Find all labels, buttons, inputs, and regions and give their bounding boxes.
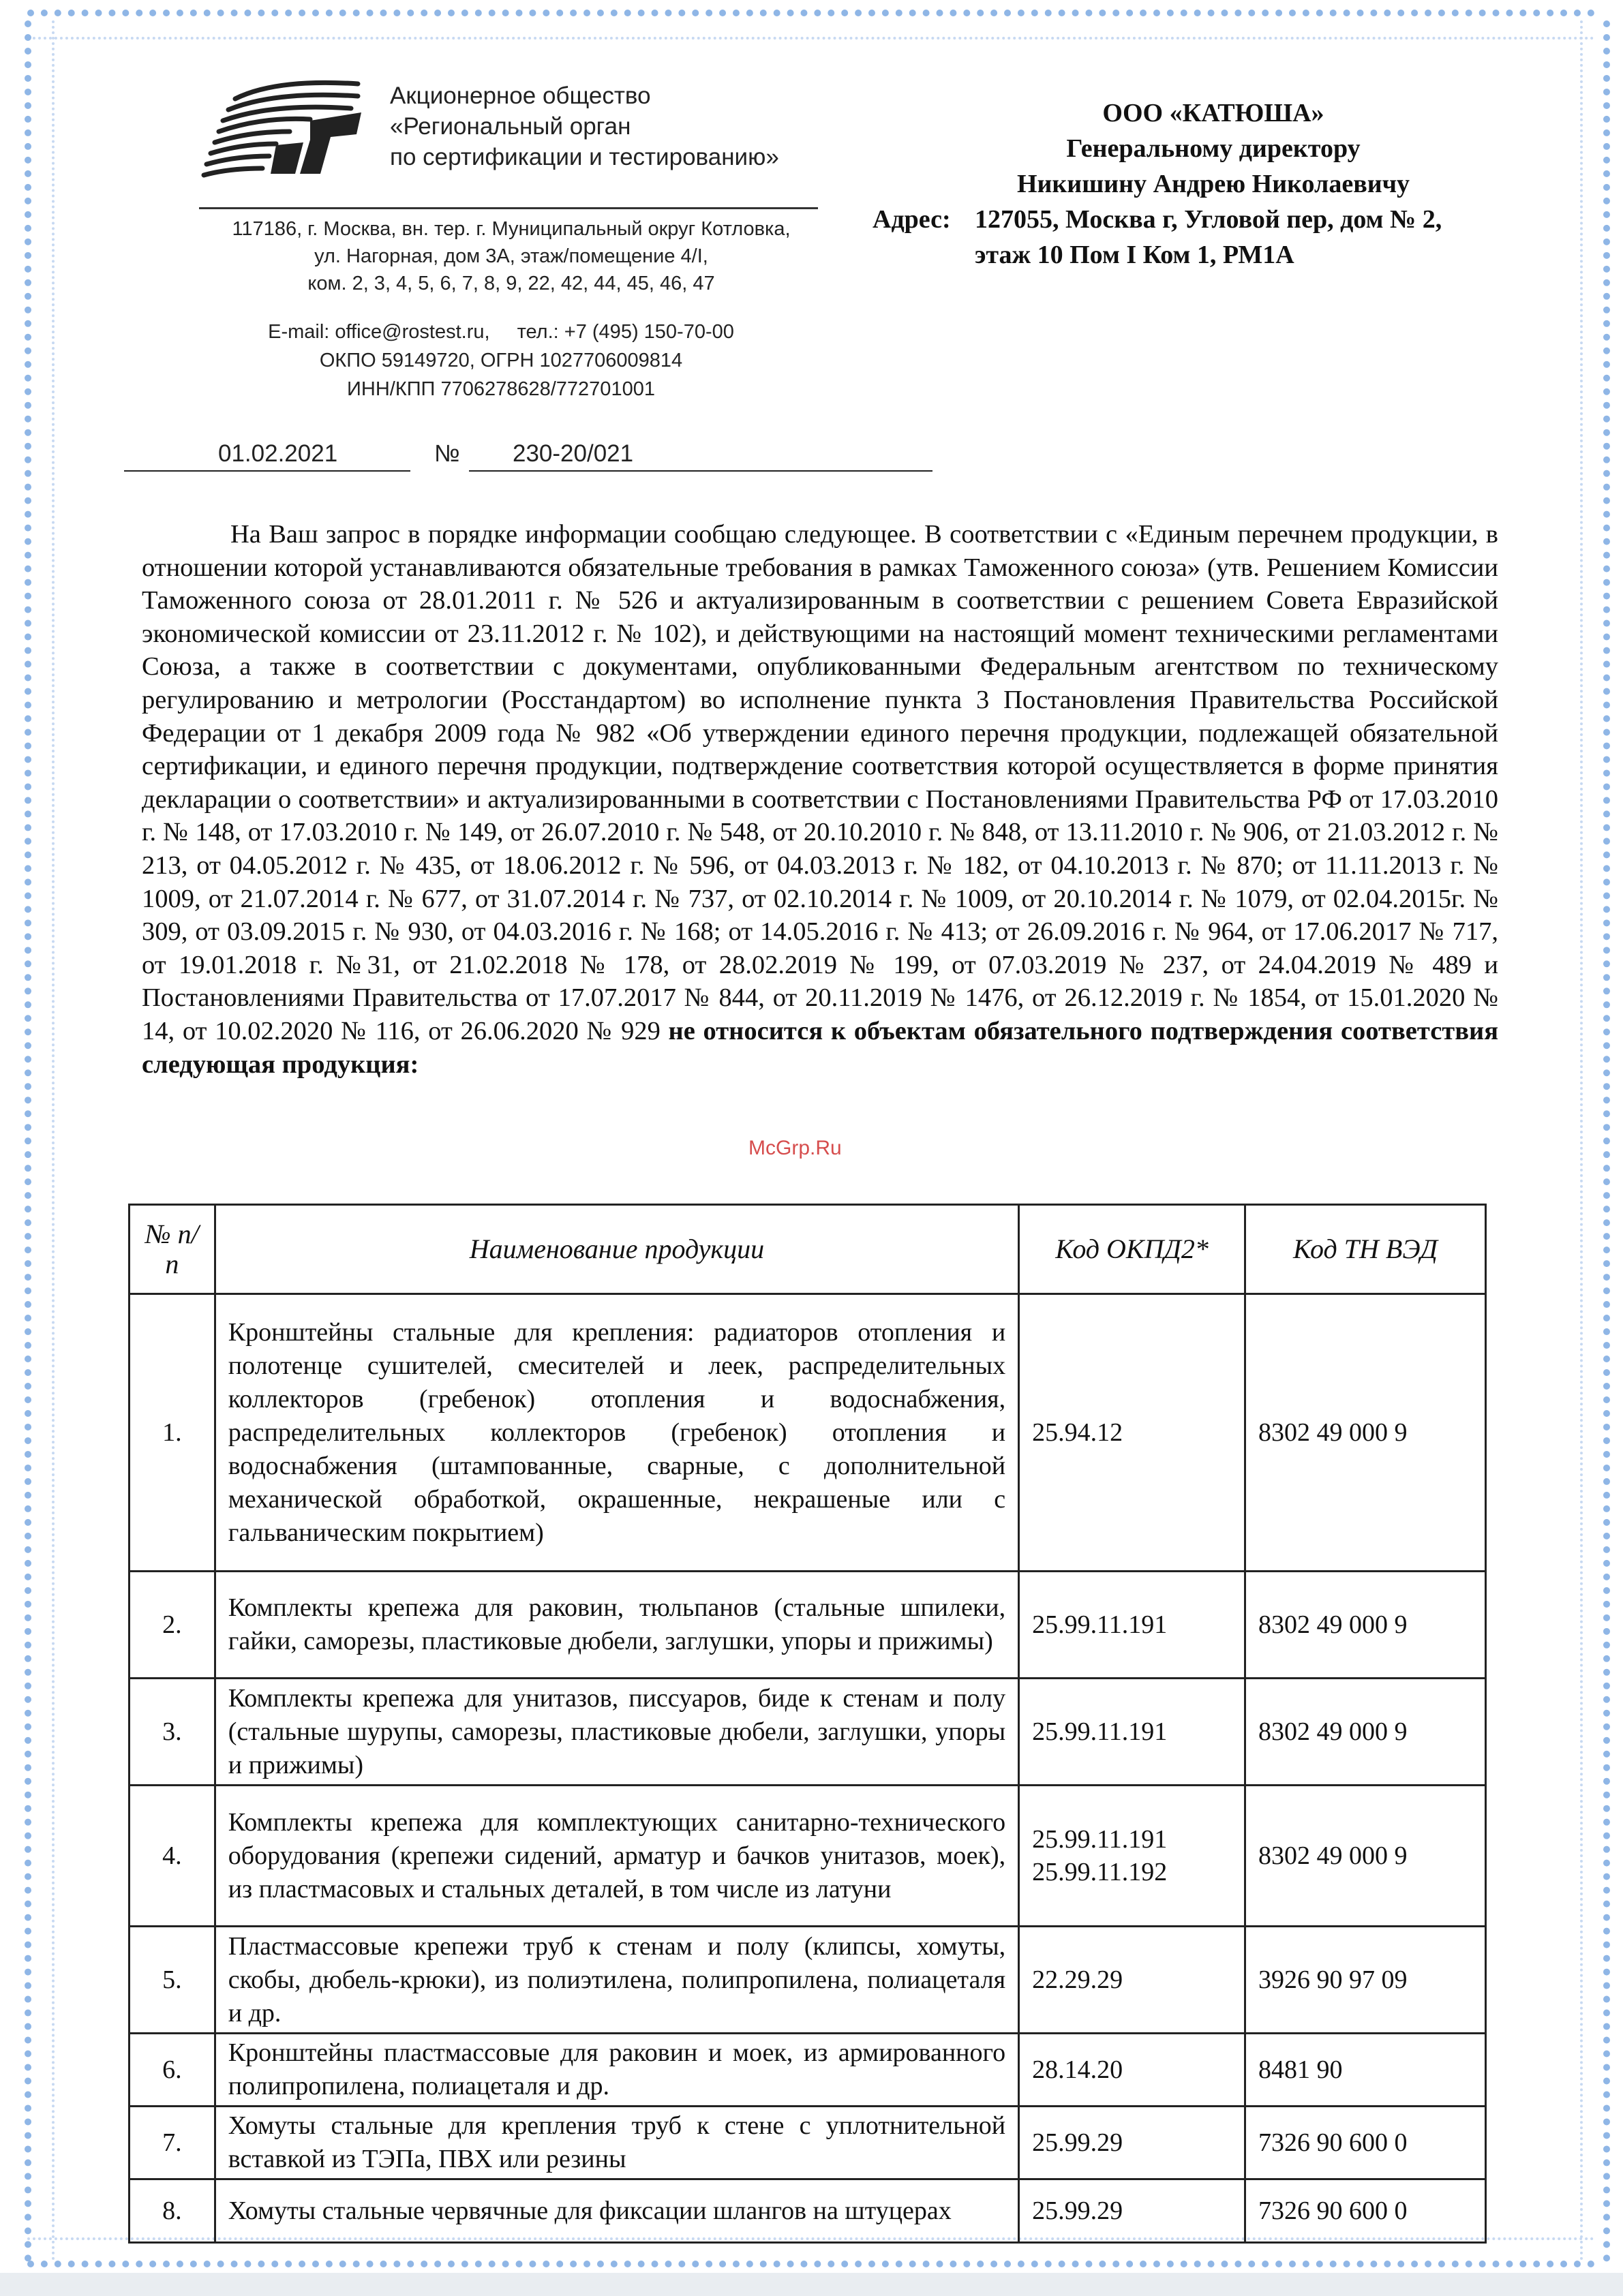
header-num: № п/п xyxy=(130,1205,215,1294)
row-number: 6. xyxy=(130,2034,215,2107)
number-underline xyxy=(469,470,932,472)
tn-code: 8302 49 000 9 xyxy=(1245,1294,1485,1572)
okpd-code: 28.14.20 xyxy=(1019,2034,1245,2107)
watermark: McGrp.Ru xyxy=(748,1137,842,1159)
scan-bottom-strip xyxy=(0,2273,1623,2296)
letter-date: 01.02.2021 xyxy=(218,440,338,467)
okpd-code: 25.99.29 xyxy=(1019,2179,1245,2243)
table-row xyxy=(130,2107,1486,2179)
recipient-address-line2: этаж 10 Пом I Ком 1, РМ1А xyxy=(975,241,1294,269)
okpd-code: 25.99.11.191 xyxy=(1019,1572,1245,1679)
org-name-line: «Региональный орган xyxy=(390,113,631,140)
table-header-row xyxy=(130,1205,1486,1294)
sender-address xyxy=(184,215,838,297)
tn-code: 8302 49 000 9 xyxy=(1245,1572,1485,1679)
okpd-code: 25.99.11.191 xyxy=(1019,1679,1245,1786)
okpd-code: 22.29.29 xyxy=(1019,1927,1245,2034)
okpd-code-line: 25.99.11.191 xyxy=(1032,1825,1168,1854)
okpd-code-line: 25.99.11.192 xyxy=(1032,1858,1168,1886)
tn-code: 8302 49 000 9 xyxy=(1245,1786,1485,1927)
product-name: Хомуты стальные для крепления труб к стене с уплотнительной вставкой из ТЭПа, ПВХ или резины xyxy=(215,2107,1018,2179)
sender-inn-kpp: ИНН/КПП 7706278628/772701001 xyxy=(347,378,655,400)
table-row xyxy=(130,1572,1486,1679)
recipient-address-line1: 127055, Москва г, Угловой пер, дом № 2, xyxy=(975,205,1442,234)
row-number: 5. xyxy=(130,1927,215,2034)
table-row xyxy=(130,2179,1486,2243)
decorative-border-left xyxy=(25,20,55,2263)
letter-body xyxy=(142,518,1498,1081)
sender-address-line: 117186, г. Москва, вн. тер. г. Муниципальный округ Котловка, xyxy=(232,218,791,240)
letter-number-sign: № xyxy=(434,440,460,467)
row-number: 3. xyxy=(130,1679,215,1786)
org-name xyxy=(390,80,779,172)
recipient-person: Никишину Андрею Николаевичу xyxy=(1016,170,1410,198)
product-name: Кронштейны стальные для крепления: радиаторов отопления и полотенце сушителей, смесителей и леек, распределительных коллекторов (гребенок) отопления и водоснабжения, распределительных коллекторов (гребенок) отопления и водоснабжения (штампованные, сварные, с дополнительной механической обработкой, окрашенные, некрашеные или с гальваническим покрытием) xyxy=(215,1294,1018,1572)
org-name-line: по сертификации и тестированию» xyxy=(390,144,779,170)
letter-number: 230-20/021 xyxy=(513,440,634,467)
products-table xyxy=(128,1204,1487,2244)
header-divider xyxy=(199,207,818,209)
header-name: Наименование продукции xyxy=(215,1205,1018,1294)
sender-contacts xyxy=(198,318,804,403)
table-row xyxy=(130,2034,1486,2107)
product-name: Хомуты стальные червячные для фиксации шлангов на штуцерах xyxy=(215,2179,1018,2243)
table-row xyxy=(130,1786,1486,1927)
header-tn: Код ТН ВЭД xyxy=(1245,1205,1485,1294)
sender-address-line: ком. 2, 3, 4, 5, 6, 7, 8, 9, 22, 42, 44, 45, 46, 47 xyxy=(307,273,715,294)
row-number: 2. xyxy=(130,1572,215,1679)
tn-code: 7326 90 600 0 xyxy=(1245,2107,1485,2179)
outgoing-reference xyxy=(124,436,806,474)
okpd-code xyxy=(1019,1786,1245,1927)
body-paragraph: На Ваш запрос в порядке информации сообщаю следующее. В соответствии с «Единым перечнем продукции, в отношении которой устанавливаются обязательные требования в рамках Таможенного союза» (утв. Решением Комиссии Таможенного союза от 28.01.2011 г. № 526 и актуализированным в соответствии с решением Совета Евразийской экономической комиссии от 23.11.2012 г. № 102), и действующими на настоящий момент техническими регламентами Союза, а также в соответствии с документами, опубликованными Федеральным агентством по техническому регулированию и метрологии (Росстандартом) во исполнение пункта 3 Постановления Правительства Российской Федерации от 1 декабря 2009 года № 982 «Об утверждении единого перечня продукции, подлежащей обязательной сертификации, и единого перечня продукции, подтверждение соответствия которой осуществляется в форме принятия декларации о соответствии» и актуализированными в соответствии с Постановлениями Правительства РФ от 17.03.2010 г. № 148, от 17.03.2010 г. № 149, от 26.07.2010 г. № 548, от 20.10.2010 г. № 848, от 13.11.2010 г. № 906, от 21.03.2012 г. № 213, от 04.05.2012 г. № 435, от 18.06.2012 г. № 596, от 04.03.2013 г. № 182, от 04.10.2013 г. № 870; от 11.11.2013 г. № 1009, от 21.07.2014 г. № 677, от 31.07.2014 г. № 737, от 02.10.2014 г. № 1009, от 20.10.2014 г. № 1079, от 02.04.2015г. № 309, от 03.09.2015 г. № 930, от 04.03.2016 г. № 168; от 14.05.2016 г. № 413; от 26.09.2016 г. № 964, от 17.06.2017 № 717, от 19.01.2018 г. №31, от 21.02.2018 № 178, от 28.02.2019 № 199, от 07.03.2019 № 237, от 24.04.2019 № 489 и Постановлениями Правительства от 17.07.2017 № 844, от 20.11.2019 № 1476, от 26.12.2019 г. № 1854, от 15.01.2020 № 14, от 10.02.2020 № 116, от 26.06.2020 № 929 не относится к объектам обязательного подтверждения соответствия следующая продукция: xyxy=(142,520,1499,1079)
decorative-border-right xyxy=(1580,20,1610,2263)
tn-code: 7326 90 600 0 xyxy=(1245,2179,1485,2243)
body-ending-bold: не относится к объектам обязательного подтверждения соответствия следующая продукция: xyxy=(142,1016,1499,1079)
sender-email[interactable]: E-mail: office@rostest.ru, xyxy=(268,321,490,343)
row-number: 8. xyxy=(130,2179,215,2243)
sender-okpo-ogrn: ОКПО 59149720, ОГРН 1027706009814 xyxy=(319,350,683,371)
tn-code: 3926 90 97 09 xyxy=(1245,1927,1485,2034)
sender-phone: тел.: +7 (495) 150-70-00 xyxy=(517,321,734,343)
decorative-border-top xyxy=(27,10,1595,40)
header-okpd: Код ОКПД2* xyxy=(1019,1205,1245,1294)
recipient-address-label: Адрес: xyxy=(873,205,951,234)
row-number: 7. xyxy=(130,2107,215,2179)
product-name: Пластмассовые крепежи труб к стенам и полу (клипсы, хомуты, скобы, дюбель-крюки), из полиэтилена, полипропилена, полиацеталя и др. xyxy=(215,1927,1018,2034)
recipient-company: ООО «КАТЮША» xyxy=(1102,99,1324,127)
product-name: Комплекты крепежа для раковин, тюльпанов (стальные шпилеки, гайки, саморезы, пластиковые дюбели, заглушки, упоры и прижимы) xyxy=(215,1572,1018,1679)
recipient-block xyxy=(873,95,1554,273)
product-name: Комплекты крепежа для унитазов, писсуаров, биде к стенам и полу (стальные шурупы, саморезы, пластиковые дюбели, заглушки, упоры и прижимы) xyxy=(215,1679,1018,1786)
okpd-code: 25.99.29 xyxy=(1019,2107,1245,2179)
row-number: 1. xyxy=(130,1294,215,1572)
recipient-position: Генеральному директору xyxy=(1066,134,1361,163)
org-name-line: Акционерное общество xyxy=(390,82,651,109)
rostest-logo-icon xyxy=(194,72,371,184)
row-number: 4. xyxy=(130,1786,215,1927)
tn-code: 8481 90 xyxy=(1245,2034,1485,2107)
tn-code: 8302 49 000 9 xyxy=(1245,1679,1485,1786)
table-row xyxy=(130,1927,1486,2034)
table-row xyxy=(130,1294,1486,1572)
product-name: Кронштейны пластмассовые для раковин и моек, из армированного полипропилена, полиацеталя и др. xyxy=(215,2034,1018,2107)
sender-address-line: ул. Нагорная, дом 3А, этаж/помещение 4/I, xyxy=(314,245,708,267)
product-name: Комплекты крепежа для комплектующих санитарно-технического оборудования (крепежи сидений, арматур и бачков унитазов, моек), из пластмасовых и стальных деталей, в том числе из латуни xyxy=(215,1786,1018,1927)
date-underline xyxy=(124,470,410,472)
table-row xyxy=(130,1679,1486,1786)
body-ending-plain: 929 xyxy=(621,1016,669,1045)
okpd-code: 25.94.12 xyxy=(1019,1294,1245,1572)
